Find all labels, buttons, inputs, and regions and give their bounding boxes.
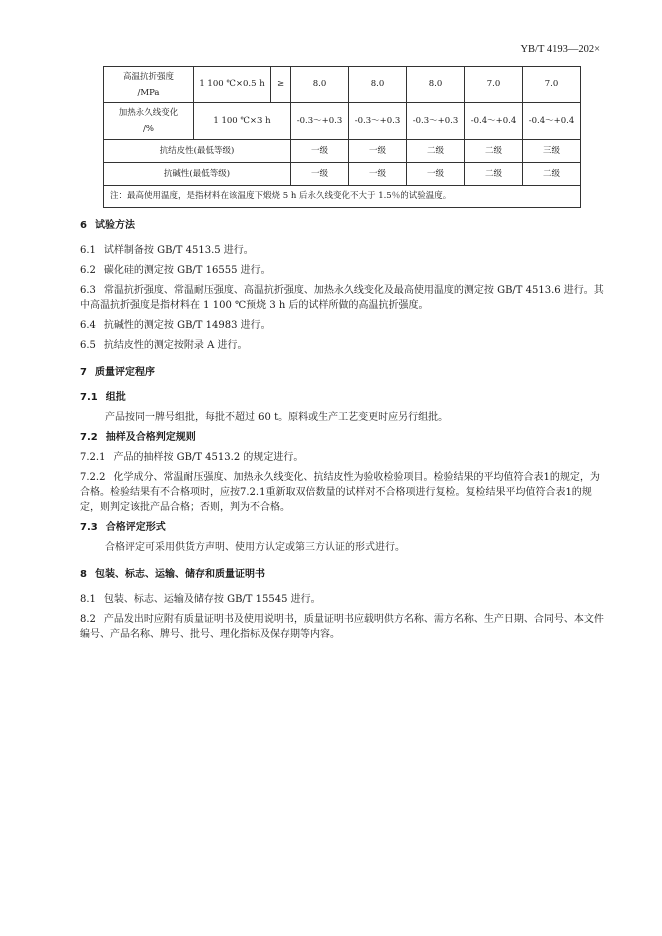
value-cell: 二级 bbox=[465, 140, 523, 163]
value-cell: 一级 bbox=[291, 140, 349, 163]
clause-6-3: 6.3 常温抗折强度、常温耐压强度、高温抗折强度、加热永久线变化及最高使用温度的测定按 GB/T 4513.6 进行。其中高温抗折强度是指材料在 1 100 ℃预烧 3 h 后的试样所做的高温抗折强度。 bbox=[80, 285, 604, 311]
value-cell: 一级 bbox=[407, 163, 465, 186]
value-cell: -0.3～+0.3 bbox=[291, 103, 349, 140]
value-cell: 8.0 bbox=[407, 67, 465, 103]
clause-8-1: 8.1 包装、标志、运输及储存按 GB/T 15545 进行。 bbox=[80, 594, 321, 605]
section-heading-6: 6 试验方法 bbox=[80, 220, 135, 231]
clause-7-3-text: 合格评定可采用供货方声明、使用方认定或第三方认证的形式进行。 bbox=[105, 542, 405, 553]
value-cell: 一级 bbox=[349, 140, 407, 163]
section-heading-7: 7 质量评定程序 bbox=[80, 367, 155, 378]
symbol-cell: ≥ bbox=[271, 67, 291, 103]
clause-7-2-title: 7.2 抽样及合格判定规则 bbox=[80, 432, 196, 443]
table-note-row bbox=[104, 186, 581, 208]
value-cell: 二级 bbox=[523, 163, 581, 186]
value-cell: 一级 bbox=[349, 163, 407, 186]
value-cell: -0.3～+0.3 bbox=[407, 103, 465, 140]
value-cell: -0.4～+0.4 bbox=[523, 103, 581, 140]
standard-code: YB/T 4193—202× bbox=[520, 44, 600, 55]
condition-cell: 1 100 ℃×0.5 h bbox=[194, 67, 271, 103]
table-row bbox=[104, 140, 581, 163]
clause-7-2-2: 7.2.2 化学成分、常温耐压强度、加热永久线变化、抗结皮性为验收检验项目。检验结果的平均值符合表1的规定，为合格。检验结果有不合格项时，应按7.2.1重新取双倍数量的试样对不合格项进行复检。复检结果平均值符合表1的规定，则判定该批产品合格；否则，判为不合格。 bbox=[80, 472, 600, 513]
property-cell: 加热永久线变化 /% bbox=[104, 103, 194, 140]
clause-6-5: 6.5 抗结皮性的测定按附录 A 进行。 bbox=[80, 340, 248, 351]
value-cell: 8.0 bbox=[349, 67, 407, 103]
table-row bbox=[104, 67, 581, 103]
value-cell: 二级 bbox=[407, 140, 465, 163]
table-row bbox=[104, 103, 581, 140]
clause-7-1-text: 产品按同一牌号组批，每批不超过 60 t。原料或生产工艺变更时应另行组批。 bbox=[105, 412, 449, 423]
table-note: 注：最高使用温度，是指材料在该温度下煅烧 5 h 后永久线变化不大于 1.5％的试验温度。 bbox=[104, 186, 581, 208]
clause-6-1: 6.1 试样制备按 GB/T 4513.5 进行。 bbox=[80, 245, 254, 256]
spec-table bbox=[103, 66, 581, 208]
condition-cell: 1 100 ℃×3 h bbox=[194, 103, 291, 140]
property-cell: 高温抗折强度 /MPa bbox=[104, 67, 194, 103]
clause-7-3-title: 7.3 合格评定形式 bbox=[80, 522, 166, 533]
section-heading-8: 8 包装、标志、运输、储存和质量证明书 bbox=[80, 569, 265, 580]
value-cell: 7.0 bbox=[523, 67, 581, 103]
clause-8-2: 8.2 产品发出时应附有质量证明书及使用说明书，质量证明书应载明供方名称、需方名称、生产日期、合同号、本文件编号、产品名称、牌号、批号、理化指标及保存期等内容。 bbox=[80, 614, 604, 640]
clause-7-1-title: 7.1 组批 bbox=[80, 392, 126, 403]
document-body bbox=[80, 210, 605, 647]
value-cell: -0.3～+0.3 bbox=[349, 103, 407, 140]
property-cell: 抗结皮性(最低等级) bbox=[104, 140, 291, 163]
value-cell: -0.4～+0.4 bbox=[465, 103, 523, 140]
value-cell: 一级 bbox=[291, 163, 349, 186]
value-cell: 8.0 bbox=[291, 67, 349, 103]
value-cell: 7.0 bbox=[465, 67, 523, 103]
clause-7-2-1: 7.2.1 产品的抽样按 GB/T 4513.2 的规定进行。 bbox=[80, 452, 304, 463]
value-cell: 二级 bbox=[465, 163, 523, 186]
clause-6-4: 6.4 抗碱性的测定按 GB/T 14983 进行。 bbox=[80, 320, 271, 331]
value-cell: 三级 bbox=[523, 140, 581, 163]
clause-6-2: 6.2 碳化硅的测定按 GB/T 16555 进行。 bbox=[80, 265, 271, 276]
table-row bbox=[104, 163, 581, 186]
property-cell: 抗碱性(最低等级) bbox=[104, 163, 291, 186]
